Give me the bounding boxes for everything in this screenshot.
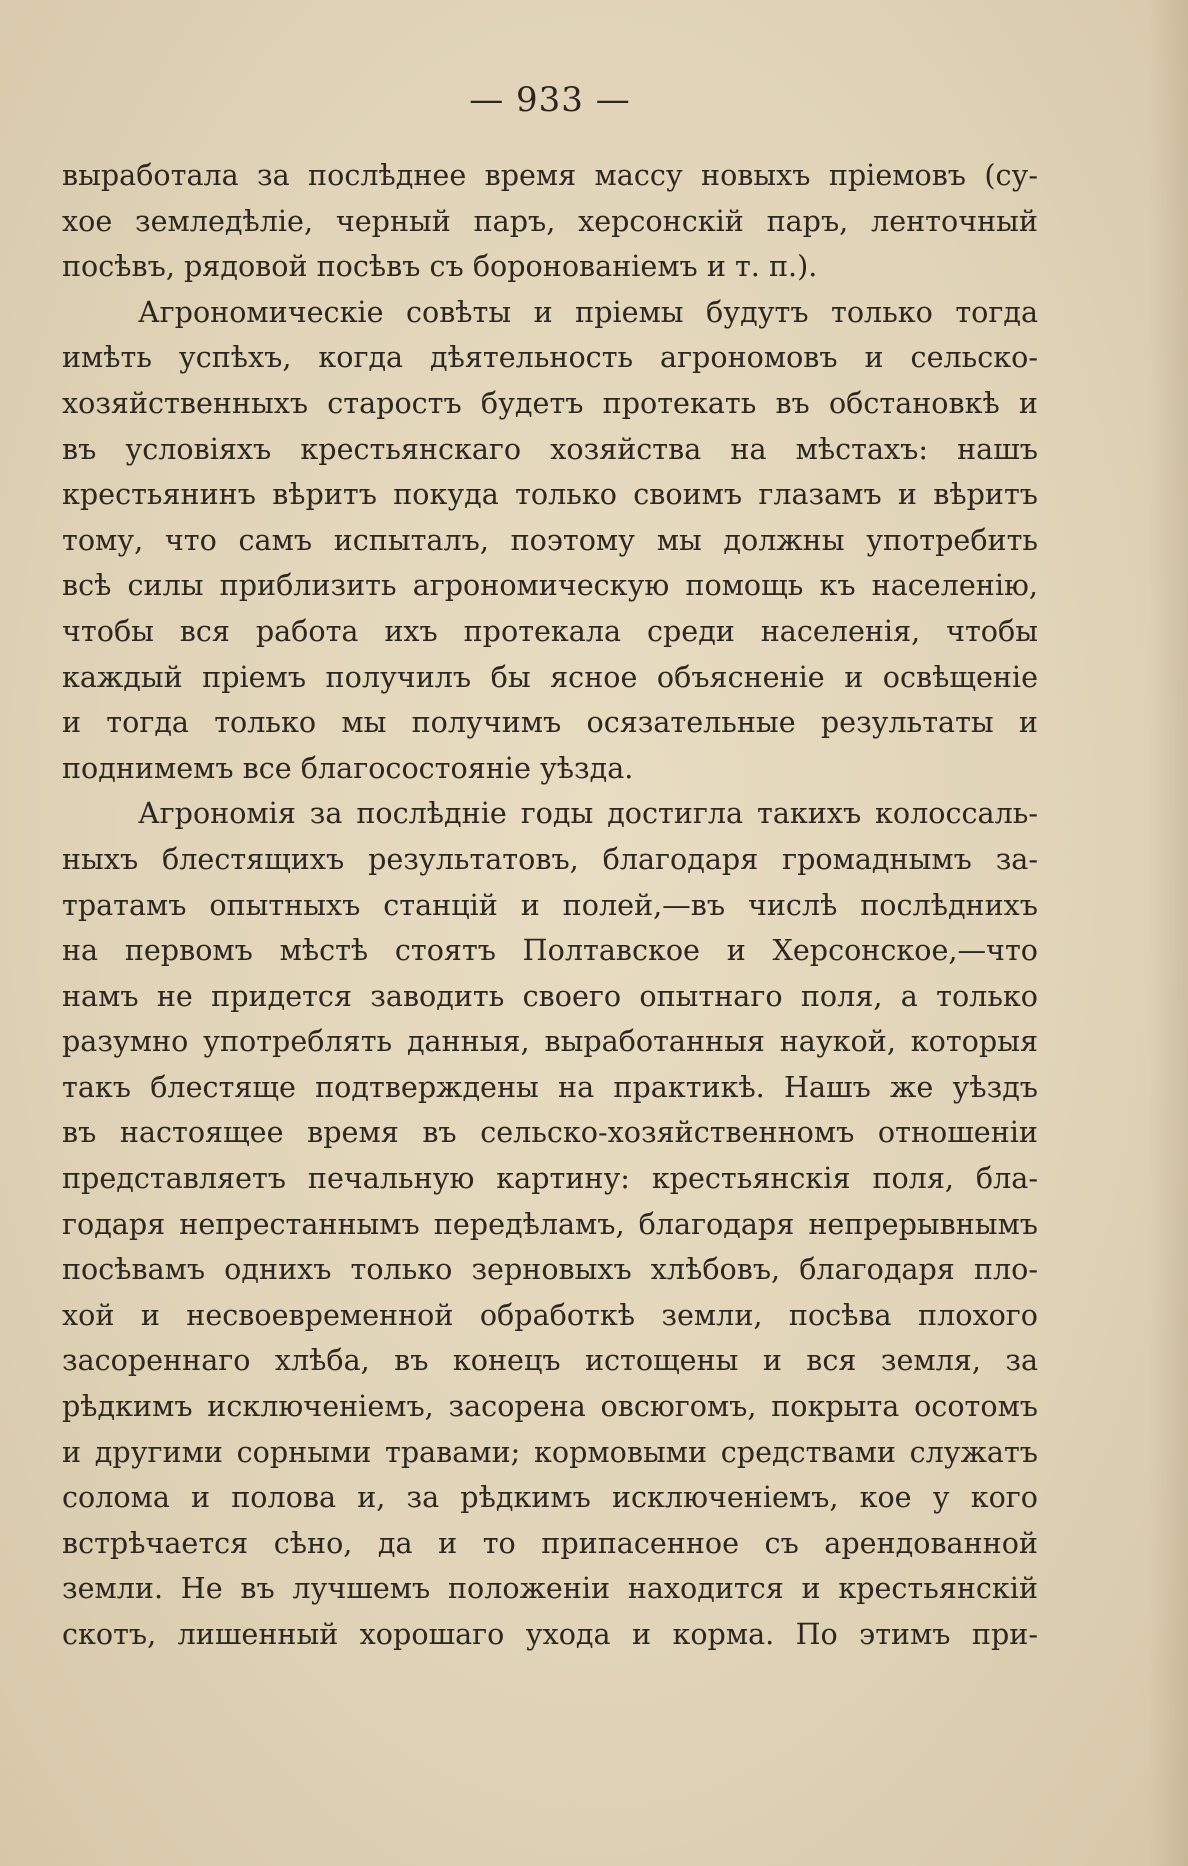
text-line: тому, что самъ испыталъ, поэтому мы должны употребить (62, 522, 1038, 557)
paragraph-first-line: Агрономія за послѣдніе годы достигла такихъ колоссаль- (138, 796, 1038, 831)
text-line: тратамъ опытныхъ станцій и полей,—въ числѣ послѣднихъ (62, 887, 1038, 922)
text-line: земли. Не въ лучшемъ положеніи находится и крестьянскій (62, 1571, 1038, 1606)
text-line: поднимемъ все благосостояніе уѣзда. (62, 750, 634, 785)
text-line: выработала за послѣднее время массу новыхъ пріемовъ (су- (62, 158, 1038, 192)
text-line: разумно употреблять данныя, выработанныя наукой, которыя (62, 1024, 1038, 1059)
text-line: посѣвамъ однихъ только зерновыхъ хлѣбовъ, благодаря пло- (62, 1252, 1038, 1287)
text-line: скотъ, лишенный хорошаго ухода и корма. По этимъ при- (62, 1617, 1038, 1651)
text-line: каждый пріемъ получилъ бы ясное объясненіе и освѣщеніе (62, 659, 1038, 694)
text-line: на первомъ мѣстѣ стоятъ Полтавское и Херсонское,—что (62, 933, 1038, 968)
text-line: представляетъ печальную картину: крестьянскія поля, бла- (62, 1161, 1038, 1196)
text-line: намъ не придется заводить своего опытнаго поля, а только (62, 978, 1038, 1013)
text-line: имѣть успѣхъ, когда дѣятельность агрономовъ и сельско- (62, 340, 1038, 375)
body-text (62, 153, 1038, 1658)
text-line: солома и полова и, за рѣдкимъ исключеніемъ, кое у кого (62, 1480, 1038, 1515)
text-line: въ условіяхъ крестьянскаго хозяйства на мѣстахъ: нашъ (62, 431, 1038, 466)
text-line: хой и несвоевременной обработкѣ земли, посѣва плохого (62, 1297, 1038, 1332)
text-line: такъ блестяще подтверждены на практикѣ. Нашъ же уѣздъ (62, 1069, 1038, 1104)
page-number: — 933 — (469, 80, 631, 120)
text-line: крестьянинъ вѣритъ покуда только своимъ глазамъ и вѣритъ (62, 477, 1038, 512)
text-line: встрѣчается сѣно, да и то припасенное съ арендованной (62, 1525, 1038, 1560)
text-line: чтобы вся работа ихъ протекала среди населенія, чтобы (62, 613, 1038, 648)
text-line: хое земледѣліе, черный паръ, херсонскій паръ, ленточный (62, 203, 1038, 238)
text-line: хозяйственныхъ старостъ будетъ протекать въ обстановкѣ и (62, 385, 1038, 420)
text-line: рѣдкимъ исключеніемъ, засорена овсюгомъ, покрыта осотомъ (62, 1389, 1038, 1424)
text-line: ныхъ блестящихъ результатовъ, благодаря громаднымъ за- (62, 841, 1038, 876)
text-line: и другими сорными травами; кормовыми средствами служатъ (62, 1434, 1038, 1469)
text-line: засореннаго хлѣба, въ конецъ истощены и вся земля, за (62, 1343, 1038, 1378)
paragraph-first-line: Агрономическіе совѣты и пріемы будутъ только тогда (138, 294, 1038, 329)
text-line: всѣ силы приблизить агрономическую помощь къ населенію, (62, 568, 1038, 603)
text-line: годаря непрестаннымъ передѣламъ, благодаря непрерывнымъ (62, 1206, 1038, 1241)
text-line: посѣвъ, рядовой посѣвъ съ боронованіемъ и т. п.). (62, 249, 818, 284)
text-line: и тогда только мы получимъ осязательные результаты и (62, 705, 1038, 740)
text-line: въ настоящее время въ сельско-хозяйственномъ отношеніи (62, 1115, 1038, 1150)
